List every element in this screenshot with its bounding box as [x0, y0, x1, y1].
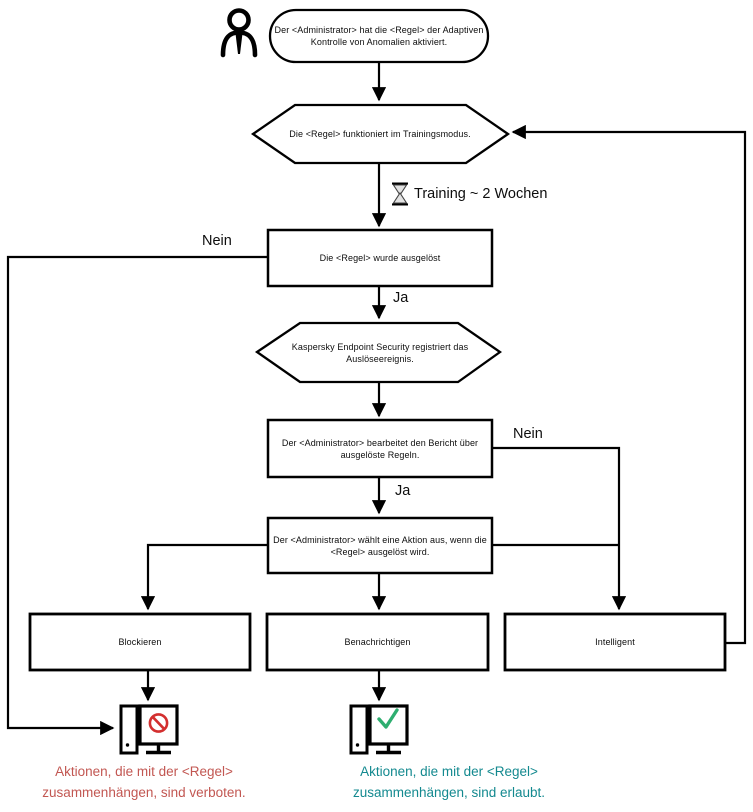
no-left-label: Nein [202, 233, 232, 249]
training-mode-node-label: Die <Regel> funktioniert im Trainingsmodus. [289, 129, 471, 139]
rule-triggered-node-label: Die <Regel> wurde ausgelöst [319, 253, 441, 263]
block-node-label: Blockieren [118, 637, 162, 647]
person-icon [223, 11, 255, 56]
computer-allowed-icon [351, 706, 407, 753]
admin-reviews-node-label: Der <Administrator> bearbeitet den Bericht über ausgelöste Regeln. [281, 437, 479, 460]
outcome-allowed-text: Aktionen, die mit der <Regel> zusammenhängen, sind erlaubt. [352, 764, 546, 800]
notify-node-label: Benachrichtigen [344, 637, 411, 647]
outcome-forbidden-text: Aktionen, die mit der <Regel> zusammenhängen, sind verboten. [42, 764, 246, 800]
smart-node-label: Intelligent [595, 637, 635, 647]
no-right-label: Nein [513, 426, 543, 442]
hourglass-icon [392, 184, 408, 205]
yes-second-label: Ja [395, 483, 411, 499]
start-node-label: Der <Administrator> hat die <Regel> der Adaptiven Kontrolle von Anomalien aktiviert. [274, 25, 484, 47]
registers-event-node-label: Kaspersky Endpoint Security registriert das Auslöseereignis. [291, 341, 469, 364]
computer-blocked-icon [121, 706, 177, 753]
training-duration-label: Training ~ 2 Wochen [414, 186, 548, 202]
admin-selects-action-node-label: Der <Administrator> wählt eine Aktion aus, wenn die <Regel> ausgelöst wird. [273, 534, 487, 557]
yes-first-label: Ja [393, 290, 409, 306]
connector-to-block [148, 545, 268, 609]
connector-smart-loop-to-training [513, 132, 745, 643]
connector-no-to-smart [492, 448, 619, 609]
